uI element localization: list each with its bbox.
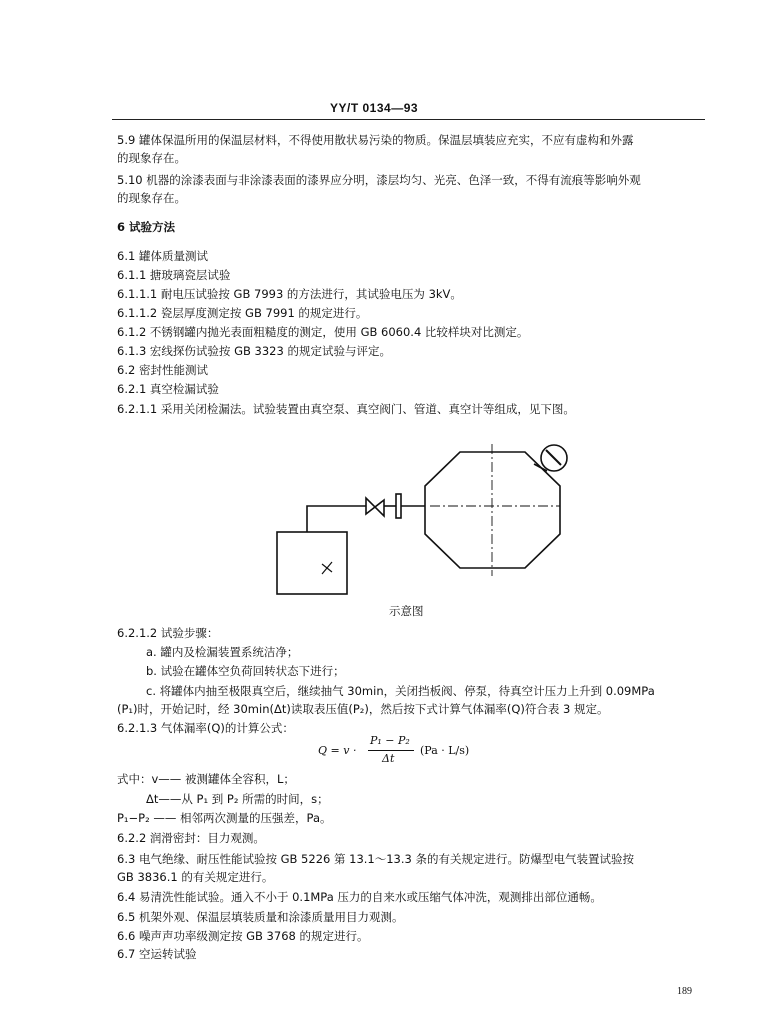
- clause-5-10-cont: 的现象存在。: [117, 191, 186, 205]
- clause-6-1-3: 6.1.3 宏线探伤试验按 GB 3323 的规定试验与评定。: [117, 344, 391, 358]
- vacuum-test-schematic: [270, 430, 570, 600]
- header-rule: [112, 119, 705, 120]
- clause-6-3-cont: GB 3836.1 的有关规定进行。: [117, 870, 274, 884]
- step-c: c. 将罐体内抽至极限真空后，继续抽气 30min，关闭挡板阀、停泵，待真空计压力上升到 0.09MPa: [146, 684, 655, 698]
- vessel-outline: [425, 452, 560, 568]
- clause-5-10: 5.10 机器的涂漆表面与非涂漆表面的漆界应分明，漆层均匀、光亮、色泽一致，不得有流痕等影响外观: [117, 173, 641, 187]
- clause-6-1: 6.1 罐体质量测试: [117, 249, 208, 263]
- section-6-heading: 6 试验方法: [117, 220, 176, 234]
- clause-6-2-1-3: 6.2.1.3 气体漏率(Q)的计算公式：: [117, 721, 294, 735]
- formula-fraction-bar: [368, 750, 414, 751]
- clause-6-2-2: 6.2.2 润滑密封：目力观测。: [117, 831, 265, 845]
- clause-6-3: 6.3 电气绝缘、耐压性能试验按 GB 5226 第 13.1～13.3 条的有关规定进行。防爆型电气装置试验按: [117, 852, 634, 866]
- formula-lhs: Q = v ·: [318, 744, 357, 757]
- where-v: 式中：v—— 被测罐体全容积，L；: [117, 772, 295, 786]
- clause-6-1-1-1: 6.1.1.1 耐电压试验按 GB 7993 的方法进行，其试验电压为 3kV。: [117, 287, 462, 301]
- step-c-cont: (P₁)时，开始记时，经 30min(Δt)读取表压值(P₂)，然后按下式计算气体漏率(Q)符合表 3 规定。: [117, 702, 609, 716]
- clause-5-9: 5.9 罐体保温所用的保温层材料，不得使用散状易污染的物质。保温层填装应充实，不应有虚构和外露: [117, 133, 634, 147]
- clause-6-7: 6.7 空运转试验: [117, 947, 197, 961]
- clause-5-9-cont: 的现象存在。: [117, 151, 186, 165]
- standard-code-header: YY/T 0134—93: [330, 101, 419, 115]
- clause-6-2-1-2: 6.2.1.2 试验步骤：: [117, 626, 219, 640]
- where-dp: P₁−P₂ —— 相邻两次测量的压强差，Pa。: [117, 811, 332, 825]
- clause-6-1-2: 6.1.2 不锈钢罐内抛光表面粗糙度的测定，使用 GB 6060.4 比较样块对比测定。: [117, 325, 529, 339]
- step-b: b. 试验在罐体空负荷回转状态下进行；: [146, 664, 345, 678]
- where-dt: Δt——从 P₁ 到 P₂ 所需的时间，s；: [146, 792, 329, 806]
- clause-6-2-1: 6.2.1 真空检漏试验: [117, 382, 219, 396]
- flange: [396, 494, 401, 518]
- formula-numerator: P₁ − P₂: [370, 734, 410, 747]
- clause-6-1-1: 6.1.1 搪玻璃瓷层试验: [117, 268, 231, 282]
- clause-6-4: 6.4 易清洗性能试验。通入不小于 0.1MPa 压力的自来水或压缩气体冲洗，观测排出部位通畅。: [117, 890, 602, 904]
- valve-symbol: [366, 498, 384, 516]
- gauge-needle: [546, 450, 561, 465]
- clause-6-6: 6.6 噪声声功率级测定按 GB 3768 的规定进行。: [117, 929, 369, 943]
- figure-caption: 示意图: [389, 604, 424, 618]
- pump-mark: [322, 562, 332, 574]
- vacuum-pump-box: [277, 532, 347, 594]
- pipe-line: [307, 506, 366, 532]
- clause-6-2-1-1: 6.2.1.1 采用关闭检漏法。试验装置由真空泵、真空阀门、管道、真空计等组成，见下图。: [117, 402, 575, 416]
- page-number: 189: [677, 986, 692, 997]
- clause-6-1-1-2: 6.1.1.2 瓷层厚度测定按 GB 7991 的规定进行。: [117, 306, 368, 320]
- clause-6-5: 6.5 机架外观、保温层填装质量和涂漆质量用目力观测。: [117, 910, 404, 924]
- formula-denominator: Δt: [382, 752, 395, 765]
- formula-unit: (Pa · L/s): [420, 744, 470, 757]
- clause-6-2: 6.2 密封性能测试: [117, 363, 208, 377]
- step-a: a. 罐内及检漏装置系统洁净；: [146, 645, 299, 659]
